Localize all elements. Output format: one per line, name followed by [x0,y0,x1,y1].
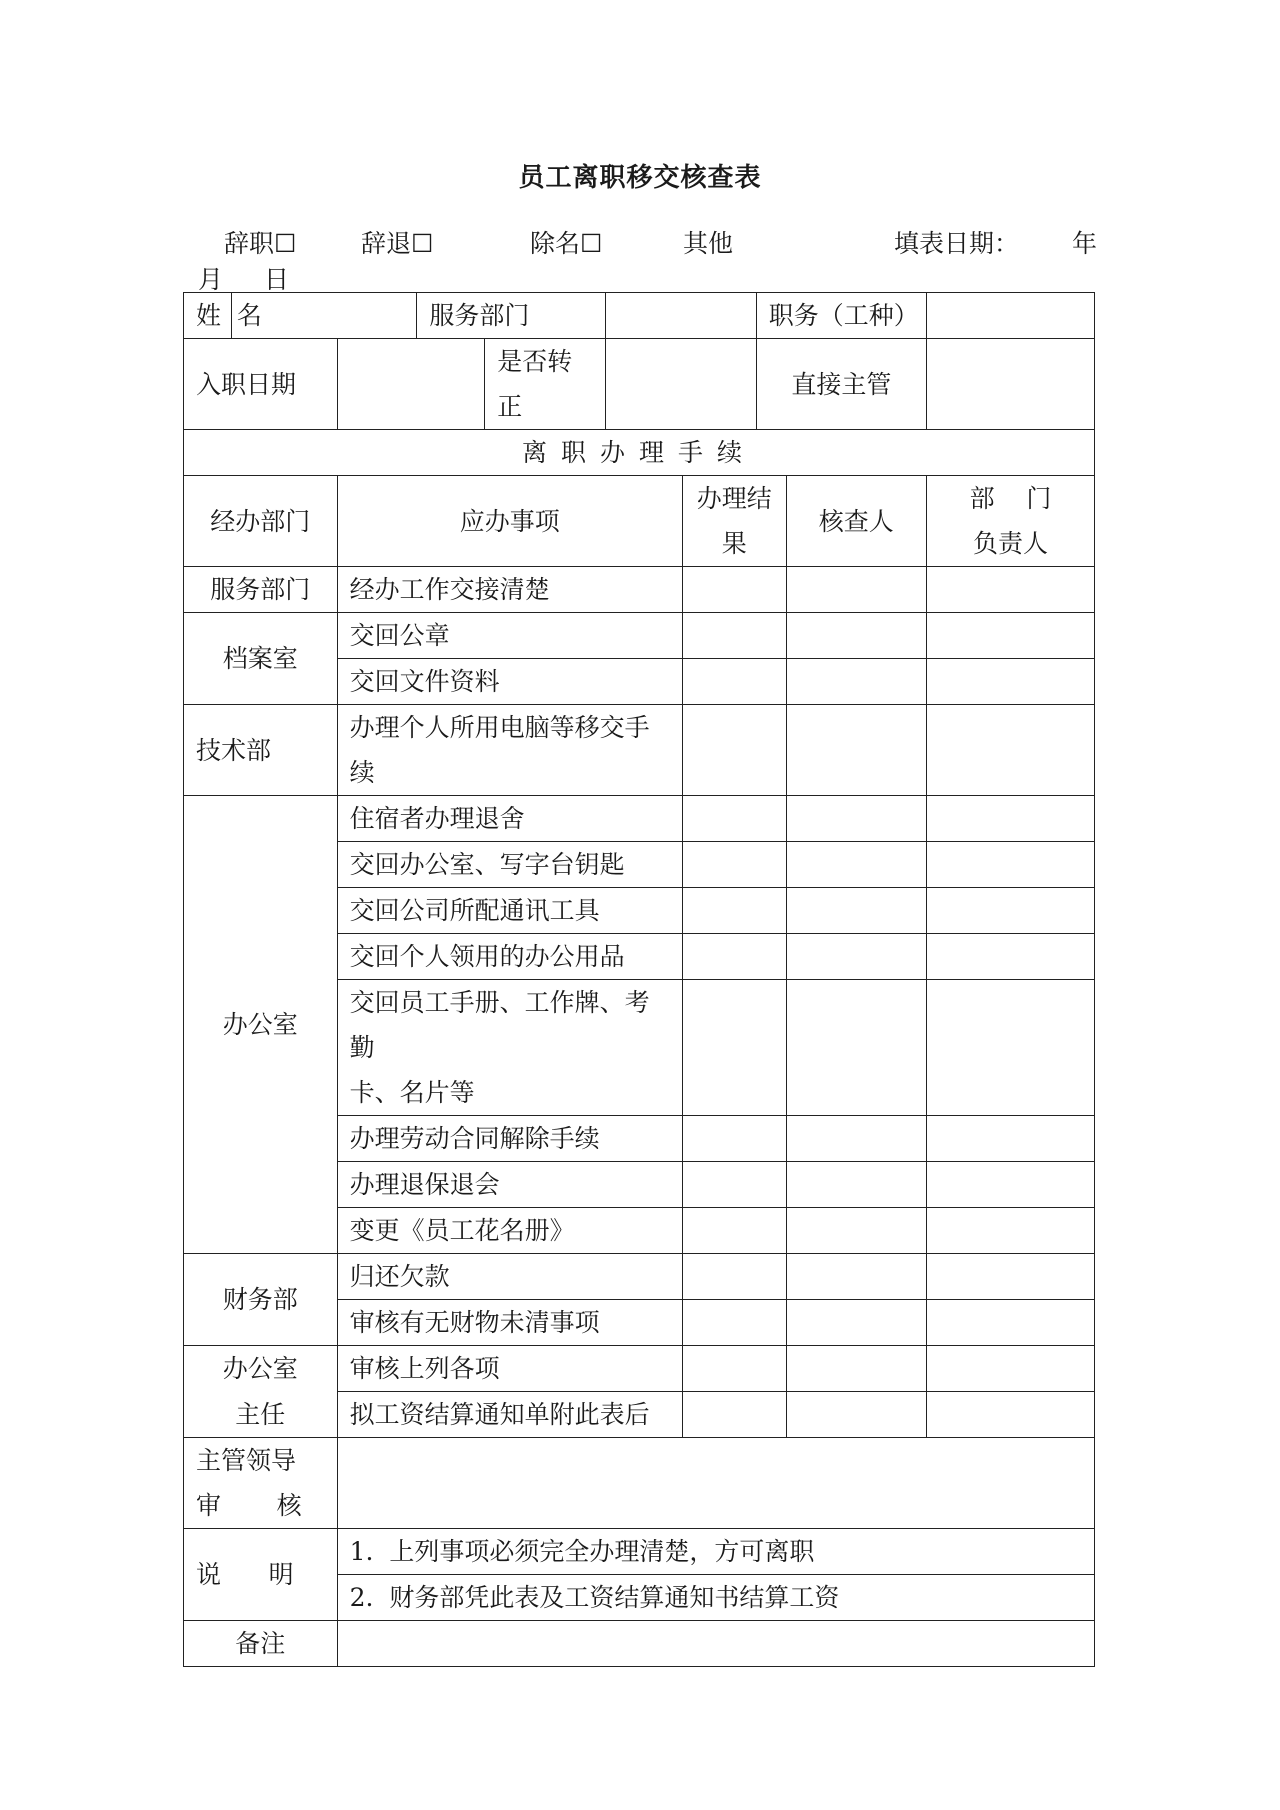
head-cell[interactable] [927,934,1095,980]
approval-row [184,1438,1095,1529]
head-cell[interactable] [927,1116,1095,1162]
supervisor-field[interactable] [927,339,1095,430]
col-head-line2: 负责人 [973,529,1049,558]
section-title: 离职办理手续 [184,430,1095,476]
approval-label [184,1438,338,1529]
result-cell[interactable] [682,1208,786,1254]
checker-cell[interactable] [786,567,927,613]
info-row-2 [184,339,1095,430]
result-cell[interactable] [682,1162,786,1208]
head-cell[interactable] [927,1162,1095,1208]
checker-cell[interactable] [786,613,927,659]
head-cell[interactable] [927,659,1095,705]
result-cell[interactable] [682,1254,786,1300]
checker-cell[interactable] [786,1392,927,1438]
item-cell: 审核有无财物未清事项 [337,1300,682,1346]
remarks-field[interactable] [337,1621,1094,1667]
result-cell[interactable] [682,796,786,842]
result-cell[interactable] [682,1346,786,1392]
item-cell: 交回办公室、写字台钥匙 [337,842,682,888]
item-cell: 变更《员工花名册》 [337,1208,682,1254]
fill-date-label: 填表日期： [894,229,1020,258]
remarks-row [184,1621,1095,1667]
col-head-line1: 部 门 [969,484,1052,513]
resign-checkbox-label[interactable]: 辞职☐ [224,229,297,258]
approval-label-line2: 审 核 [196,1491,302,1520]
regular-label: 是否转正 [485,339,605,430]
result-cell[interactable] [682,1392,786,1438]
item-line2: 卡、名片等 [349,1078,475,1107]
result-cell[interactable] [682,888,786,934]
table-row [184,1392,1095,1438]
checker-cell[interactable] [786,1254,927,1300]
service-dept-label: 服务部门 [417,293,605,339]
dept-cell: 技术部 [184,705,338,796]
result-cell[interactable] [682,613,786,659]
head-cell[interactable] [927,796,1095,842]
table-row [184,613,1095,659]
approval-label-line1: 主管领导 [196,1446,297,1475]
table-row [184,796,1095,842]
item-cell: 经办工作交接清楚 [337,567,682,613]
page-title: 员工离职移交核查表 [518,163,762,193]
name-label: 姓 名 [184,293,232,339]
join-date-field[interactable] [337,339,485,430]
result-cell[interactable] [682,705,786,796]
col-item-header: 应办事项 [337,476,682,567]
head-cell[interactable] [927,1300,1095,1346]
head-cell[interactable] [927,705,1095,796]
checker-cell[interactable] [786,1208,927,1254]
table-row [184,567,1095,613]
join-date-label: 入职日期 [184,339,338,430]
checker-cell[interactable] [786,659,927,705]
checker-cell[interactable] [786,842,927,888]
item-cell: 拟工资结算通知单附此表后 [337,1392,682,1438]
supervisor-label: 直接主管 [756,339,926,430]
item-cell: 交回公司所配通讯工具 [337,888,682,934]
result-cell[interactable] [682,842,786,888]
remarks-label: 备注 [184,1621,338,1667]
dept-cell-line2: 主任 [184,1392,338,1438]
dept-cell: 财务部 [184,1254,338,1346]
dismiss-checkbox-label[interactable]: 辞退☐ [361,229,434,258]
notes-label: 说 明 [184,1529,338,1621]
checker-cell[interactable] [786,1162,927,1208]
head-cell[interactable] [927,1346,1095,1392]
item-cell: 交回个人领用的办公用品 [337,934,682,980]
item-cell: 交回文件资料 [337,659,682,705]
expel-checkbox-label[interactable]: 除名☐ [530,229,603,258]
checker-cell[interactable] [786,1300,927,1346]
dept-cell-line1: 办公室 [184,1346,338,1392]
item-cell: 办理劳动合同解除手续 [337,1116,682,1162]
checker-cell[interactable] [786,980,927,1116]
item-cell [337,980,682,1116]
note-line-2: 2. 财务部凭此表及工资结算通知书结算工资 [337,1575,1094,1621]
checker-cell[interactable] [786,934,927,980]
result-cell[interactable] [682,659,786,705]
result-cell[interactable] [682,934,786,980]
notes-row [184,1529,1095,1575]
result-cell[interactable] [682,567,786,613]
item-cell: 交回公章 [337,613,682,659]
day-label: 日 [264,265,290,294]
year-label: 年 [1072,229,1098,258]
handover-table [183,292,1095,1667]
position-label: 职务（工种） [756,293,926,339]
checker-cell[interactable] [786,705,927,796]
approval-field[interactable] [337,1438,1094,1529]
head-cell[interactable] [927,1208,1095,1254]
dept-cell: 服务部门 [184,567,338,613]
head-cell[interactable] [927,980,1095,1116]
head-cell[interactable] [927,1392,1095,1438]
item-cell: 办理个人所用电脑等移交手续 [337,705,682,796]
checker-cell[interactable] [786,1346,927,1392]
position-field[interactable] [927,293,1095,339]
checker-cell[interactable] [786,888,927,934]
col-head-header [927,476,1095,567]
head-cell[interactable] [927,613,1095,659]
item-cell: 审核上列各项 [337,1346,682,1392]
info-row-1 [184,293,1095,339]
result-cell[interactable] [682,1116,786,1162]
result-cell[interactable] [682,1300,786,1346]
table-row [184,1254,1095,1300]
checker-cell[interactable] [786,1116,927,1162]
table-row [184,1346,1095,1392]
regular-field[interactable] [605,339,756,430]
service-dept-field[interactable] [605,293,756,339]
item-cell: 归还欠款 [337,1254,682,1300]
head-cell[interactable] [927,888,1095,934]
note-line-1: 1. 上列事项必须完全办理清楚，方可离职 [337,1529,1094,1575]
dept-cell: 办公室 [184,796,338,1254]
table-row [184,705,1095,796]
col-dept-header: 经办部门 [184,476,338,567]
dept-cell: 档案室 [184,613,338,705]
other-label: 其他 [683,229,734,258]
item-line1: 交回员工手册、工作牌、考勤 [349,988,650,1062]
head-cell[interactable] [927,842,1095,888]
item-cell: 办理退保退会 [337,1162,682,1208]
item-cell: 住宿者办理退舍 [337,796,682,842]
checker-cell[interactable] [786,796,927,842]
col-checker-header: 核查人 [786,476,927,567]
head-cell[interactable] [927,567,1095,613]
col-result-header: 办理结果 [682,476,786,567]
month-label: 月 [198,265,224,294]
section-row [184,430,1095,476]
result-cell[interactable] [682,980,786,1116]
column-header-row [184,476,1095,567]
head-cell[interactable] [927,1254,1095,1300]
